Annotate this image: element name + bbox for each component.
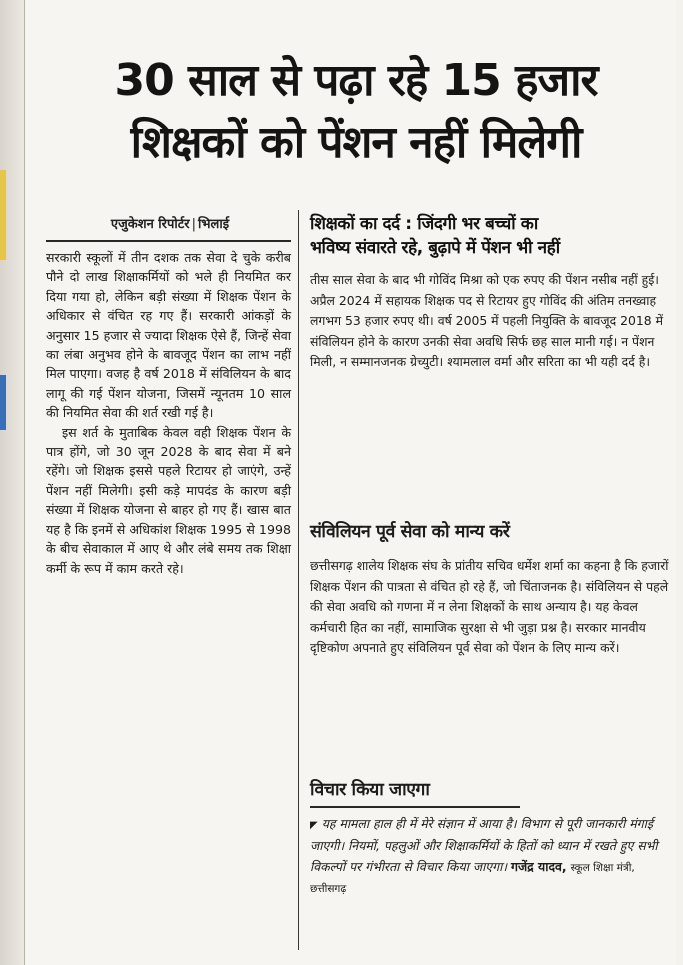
- color-mark-yellow: [0, 170, 6, 260]
- article-paragraph-1: सरकारी स्कूलों में तीन दशक तक सेवा दे चुके करीब पौने दो लाख शिक्षाकर्मियों को भले ही नियमित कर दिया गया हो, लेकिन बड़ी संख्या में शिक्षक पेंशन के अधिकार से वंचित रह गए हैं। सरकारी आंकड़ों के अनुसार 15 हजार से ज्यादा शिक्षक ऐसे हैं, जिन्हें सेवा का लंबा अनुभव होने के बावजूद पेंशन का लाभ नहीं मिल पाएगा। वजह है वर्ष 2018 में संविलियन के बाद लागू की गई पेंशन योजना, जिसमें न्यूनतम 10 साल की नियमित सेवा की शर्त रखी गई है।: [46, 250, 291, 421]
- color-mark-blue: [0, 375, 6, 430]
- section-3-divider: [310, 806, 520, 808]
- byline: एजुकेशन रिपोर्टर | भिलाई: [110, 217, 230, 232]
- headline: [46, 50, 666, 174]
- left-column-article: [46, 248, 291, 578]
- byline-city: भिलाई: [198, 217, 230, 232]
- headline-line-2: शिक्षकों को पेंशन नहीं मिलेगी: [130, 117, 582, 168]
- byline-reporter: एजुकेशन रिपोर्टर: [110, 217, 190, 232]
- minister-quote: [310, 814, 670, 900]
- newspaper-clipping: [26, 0, 676, 965]
- quote-text: यह मामला हाल ही में मेरे संज्ञान में आया है। विभाग से पूरी जानकारी मंगाई जाएगी। नियमों, पहलुओं और शिक्षाकर्मियों के हितों को ध्यान में रखते हुए सभी विकल्पों पर गंभीरता से विचार किया जाएगा।: [310, 816, 658, 874]
- byline-divider: [46, 240, 291, 242]
- quote-signature: गजेंद्र यादव,: [510, 858, 567, 874]
- right-column-story: [310, 212, 670, 373]
- article-paragraph-2: इस शर्त के मुताबिक केवल वही शिक्षक पेंशन के पात्र होंगे, जो 30 जून 2028 के बाद सेवा में बने रहेंगे। जो शिक्षक इससे पहले रिटायर हो जाएंगे, उन्हें पेंशन नहीं मिलेगी। इसी कड़े मापदंड के कारण बड़ी संख्या में शिक्षक योजना से बाहर हो गए हैं। खास बात यह है कि इनमें से अधिकांश शिक्षक 1995 से 1998 के बीच सेवाकाल में आए थे और लंबे समय तक शिक्षा कर्मी के रूप में काम करते रहे।: [46, 424, 291, 576]
- section-2-paragraph: छत्तीसगढ़ शालेय शिक्षक संघ के प्रांतीय सचिव धर्मेश शर्मा का कहना है कि हजारों शिक्षक पेंशन की पात्रता से वंचित हो रहे हैं, जो चिंताजनक है। संविलियन से पहले की सेवा अवधि को गणना में न लेना शिक्षकों के साथ अन्याय है। यह केवल कर्मचारी हित का नहीं, सामाजिक सुरक्षा से भी जुड़ा प्रश्न है। सरकार मानवीय दृष्टिकोण अपनाते हुए संविलियन पूर्व सेवा को पेंशन के लिए मान्य करें।: [310, 558, 669, 656]
- section-2-title: संविलियन पूर्व सेवा को मान्य करें: [310, 522, 510, 542]
- headline-line-1: 30 साल से पढ़ा रहे 15 हजार: [114, 55, 598, 106]
- story-subhead-line-1: शिक्षकों का दर्द : जिंदगी भर बच्चों का: [310, 214, 538, 234]
- section-3-title: विचार किया जाएगा: [310, 780, 430, 800]
- story-body: [310, 270, 670, 373]
- quote-arrow-icon: ◤: [310, 820, 318, 831]
- story-paragraph: तीस साल सेवा के बाद भी गोविंद मिश्रा को एक रुपए की पेंशन नसीब नहीं हुई। अप्रैल 2024 में सहायक शिक्षक पद से रिटायर हुए गोविंद की अंतिम तनख्वाह लगभग 53 हजार रुपए थी। वर्ष 2005 में पहली नियुक्ति के बावजूद 2018 में संविलियन होने के कारण उनकी सेवा अवधि सिर्फ छह साल मानी गई। न पेंशन मिली, न सम्मानजनक ग्रेच्युटी। श्यामलाल वर्मा और सरिता का भी यही दर्द है।: [310, 272, 664, 370]
- adjacent-page-edge: [0, 0, 25, 965]
- section-2-body: [310, 556, 670, 659]
- quote-role: स्कूल शिक्षा मंत्री, छत्तीसगढ़: [310, 861, 635, 896]
- column-divider: [298, 210, 299, 950]
- story-subhead-line-2: भविष्य संवारते रहे, बुढ़ापे में पेंशन भी नहीं: [310, 238, 560, 258]
